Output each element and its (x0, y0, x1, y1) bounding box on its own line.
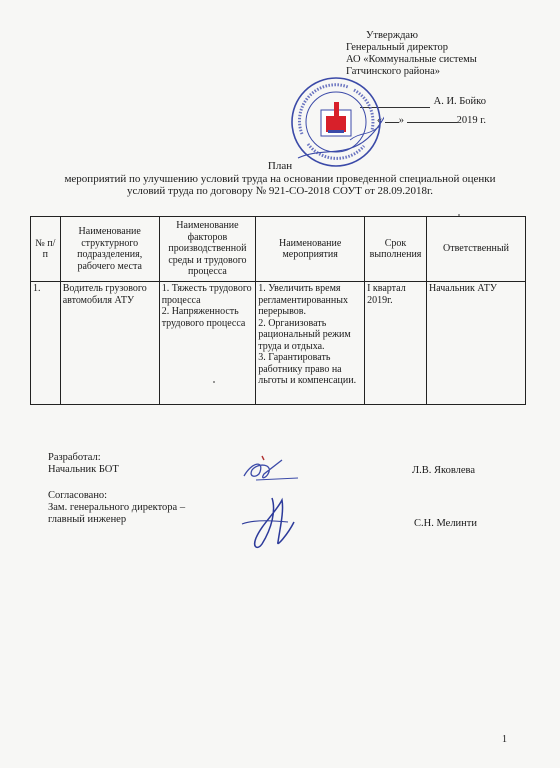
plan-subtitle-line2: условий труда по договору № 921-СО-2018 СОУТ от 28.09.2018г. (126, 185, 434, 197)
date-day-line (385, 122, 399, 123)
cell-term: I квартал 2019г. (365, 282, 427, 405)
header-number: № п/п (31, 217, 61, 282)
approval-signer: А. И. Бойко (433, 96, 486, 107)
header-factors: Наименование факторов производственной среды и трудового процесса (159, 217, 256, 282)
measure-item: 1. Увеличить время регламентированных перерывов. (258, 283, 348, 317)
header-responsible: Ответственный (426, 217, 525, 282)
company-seal (288, 74, 384, 170)
page-number: 1 (502, 734, 507, 745)
developed-name: Л.В. Яковлева (412, 465, 476, 476)
cell-measures (256, 282, 365, 405)
measure-item: 2. Организовать рациональный режим труда и отдыха. (258, 317, 351, 352)
cell-number: 1. (31, 282, 61, 405)
header-term: Срок выполнения (365, 217, 427, 282)
date-close-quote: » (398, 115, 404, 126)
developed-block (48, 452, 119, 476)
table-header-row (31, 217, 526, 282)
scan-speck (458, 214, 460, 216)
measures-table (30, 216, 526, 405)
agreed-position-line2: главный инженер (48, 514, 127, 525)
agreed-name: С.Н. Мелинти (414, 518, 478, 529)
date-month-line (407, 122, 457, 123)
header-unit: Наименование структурного подразделения, рабочего места (60, 217, 159, 282)
table-row (31, 282, 526, 405)
engineer-signature (232, 494, 304, 554)
agreed-block (48, 490, 185, 526)
cell-factors (159, 282, 256, 405)
approval-region: Гатчинского района» (346, 66, 441, 77)
developed-label: Разработал: (48, 452, 101, 463)
plan-subtitle-line1: мероприятий по улучшению условий труда на основании проведенной специальной оценки (64, 172, 496, 185)
scan-speck (213, 381, 215, 383)
date-open-quote: « (376, 115, 383, 126)
cell-unit: Водитель грузового автомобиля АТУ (60, 282, 159, 405)
cell-responsible: Начальник АТУ (426, 282, 525, 405)
header-measures: Наименование мероприятия (256, 217, 365, 282)
approval-title: Утверждаю (366, 30, 418, 41)
approval-position: Генеральный директор (346, 42, 448, 53)
developed-position: Начальник БОТ (48, 464, 119, 475)
approval-company: АО «Коммунальные системы (346, 54, 477, 65)
plan-title-block (0, 160, 560, 198)
agreed-position-line1: Зам. генерального директора – (48, 502, 186, 513)
agreed-label: Согласовано: (48, 490, 108, 501)
factor-item: 1. Тяжесть трудового процесса (161, 283, 252, 306)
measure-item: 3. Гарантировать работнику право на льготы и компенсации. (258, 352, 357, 386)
date-year: 2019 г. (456, 115, 486, 126)
plan-heading: План (267, 160, 293, 172)
factor-item: 2. Напряженность трудового процесса (161, 306, 246, 329)
developer-signature (238, 452, 308, 486)
